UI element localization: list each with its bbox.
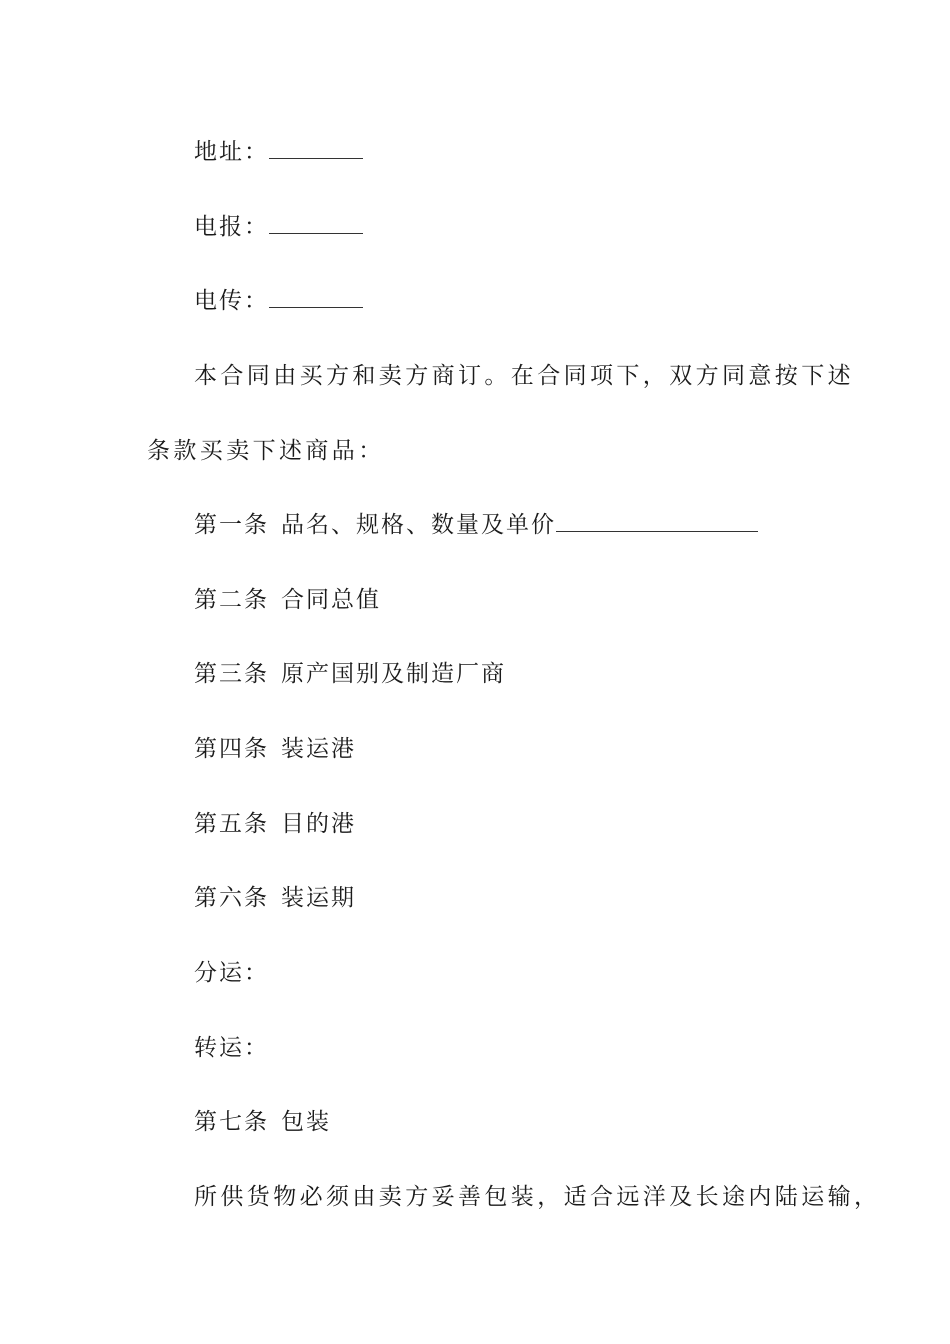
address-blank [269, 138, 363, 159]
article-6-title: 装运期 [281, 885, 356, 911]
article-1-title: 品名、规格、数量及单价 [281, 512, 556, 538]
article-7 [194, 1107, 331, 1137]
article-5-title: 目的港 [281, 811, 356, 837]
article-1-number: 第一条 [194, 512, 269, 538]
transshipment-label: 转运： [194, 1035, 269, 1061]
partial-shipment-label: 分运： [194, 960, 269, 986]
intro-paragraph-line-2: 条款买卖下述商品： [147, 438, 385, 464]
article-3 [194, 659, 506, 689]
article-2-title: 合同总值 [281, 587, 381, 613]
telegram-blank [269, 213, 363, 234]
intro-paragraph-line-1: 本合同由买方和卖方商订。在合同项下，双方同意按下述 [194, 363, 854, 389]
article-3-title: 原产国别及制造厂商 [281, 661, 506, 687]
article-2-number: 第二条 [194, 587, 269, 613]
telex-field [194, 286, 363, 316]
article-1-blank [556, 511, 758, 532]
telegram-label: 电报： [194, 214, 269, 240]
article-6 [194, 883, 356, 913]
address-field [194, 137, 363, 167]
article-6-number: 第六条 [194, 885, 269, 911]
article-7-number: 第七条 [194, 1109, 269, 1135]
article-7-title: 包装 [281, 1109, 331, 1135]
article-3-number: 第三条 [194, 661, 269, 687]
article-4 [194, 734, 356, 764]
telex-label: 电传： [194, 288, 269, 314]
telegram-field [194, 212, 363, 242]
article-5-number: 第五条 [194, 811, 269, 837]
article-4-number: 第四条 [194, 736, 269, 762]
packing-paragraph: 所供货物必须由卖方妥善包装，适合远洋及长途内陆运输， [194, 1184, 881, 1210]
article-5 [194, 809, 356, 839]
article-4-title: 装运港 [281, 736, 356, 762]
telex-blank [269, 287, 363, 308]
address-label: 地址： [194, 139, 269, 165]
article-1 [194, 510, 758, 540]
article-2 [194, 585, 381, 615]
